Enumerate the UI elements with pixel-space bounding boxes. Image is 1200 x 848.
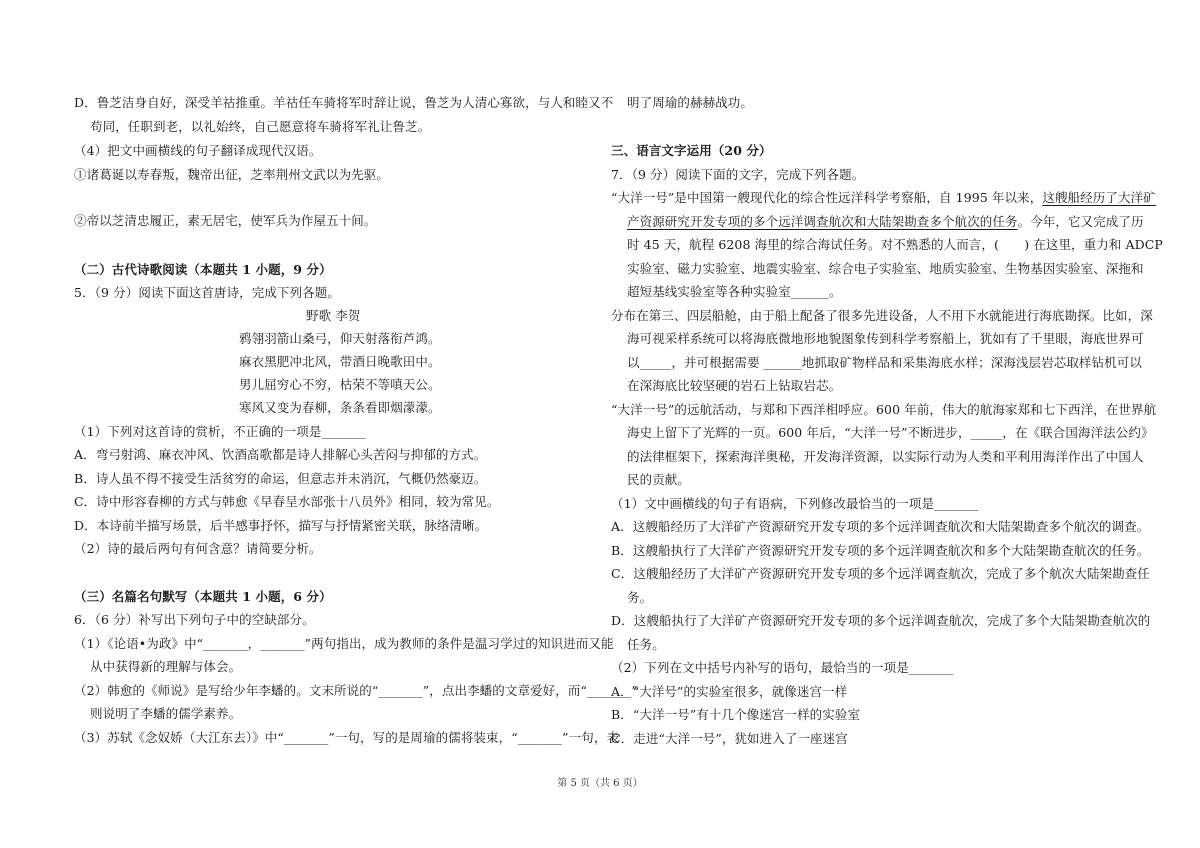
passage-p1-line2-text: 。今年，它又完成了历 <box>1017 214 1144 229</box>
poem-title: 野歌 李贺 <box>306 308 361 323</box>
passage-p2-line4: 在深海底比较坚硬的岩石上钻取岩芯。 <box>627 378 842 393</box>
passage-p3-line2: 海史上留下了光辉的一页。600 年后，“大洋一号”不断进步，_____，在《联合国海洋法公约》 <box>627 425 1154 440</box>
q6-part3-line1: （3）苏轼《念奴娇（大江东去）》中“_______”一句，写的是周瑜的儒将装束，“_______”一句，表 <box>74 730 620 745</box>
q6-part2-line1: （2）韩愈的《师说》是写给少年李蟠的。文末所说的“_______”，点出李蟠的文章爱好，而“_______” <box>74 683 638 698</box>
q6-part1-line1: （1）《论语•为政》中“_______，_______”两句指出，成为教师的条件是温习学过的知识进而又能 <box>74 636 614 651</box>
page-footer: 第 5 页（共 6 页） <box>557 778 643 789</box>
passage-p1-line4: 实验室、磁力实验室、地震实验室、综合电子实验室、地质实验室、生物基因实验室、深拖和 <box>627 261 1144 276</box>
passage-p2-line3: 以_____，并可根据需要 ______地抓取矿物样品和采集海底水样；深海浅层岩芯取样钻机可以 <box>627 355 1142 370</box>
q6-part2-line2: 则说明了李蟠的儒学素养。 <box>90 706 242 721</box>
poem-line-2: 麻衣黑肥冲北风，带酒日晚歌田中。 <box>239 354 441 369</box>
q7-part2-prompt: （2）下列在文中括号内补写的语句，最恰当的一项是_______ <box>611 660 954 675</box>
q6-part3-line2: 明了周瑜的赫赫战功。 <box>627 95 754 110</box>
poem-line-3: 男儿屈穷心不穷，枯荣不等嗔天公。 <box>239 377 441 392</box>
underlined-sentence-part2: 产资源研究开发专项的多个远洋调查航次和大陆架勘查多个航次的任务 <box>627 214 1018 229</box>
q7-part1-prompt: （1）文中画横线的句子有语病，下列修改最恰当的一项是_______ <box>611 496 979 511</box>
q5-part1-prompt: （1）下列对这首诗的赏析，不正确的一项是_______ <box>74 424 366 439</box>
part-3-title: 三、语言文字运用（20 分） <box>611 143 772 158</box>
passage-p1-line1-text: “大洋一号”是中国第一艘现代化的综合性远洋科学考察船，自 1995 年以来， <box>611 190 1043 205</box>
q5-prompt: 5．（9 分）阅读下面这首唐诗，完成下列各题。 <box>74 285 340 300</box>
q7-part1-option-d-line1: D．这艘船执行了大洋矿产资源研究开发专项的多个远洋调查航次，完成了多个大陆架勘查航次的 <box>611 613 1151 628</box>
passage-p3-line1: “大洋一号”的远航活动，与郑和下西洋相呼应。600 年前，伟大的航海家郑和七下西洋，在世界航 <box>611 402 1157 417</box>
passage-p3-line3: 的法律框架下，探索海洋奥秘，开发海洋资源，以实际行动为人类和平利用海洋作出了中国人 <box>627 449 1144 464</box>
q4-translate-sentence-2: ②帝以芝清忠履正，素无居宅，使军兵为作屋五十间。 <box>74 213 377 228</box>
q7-prompt: 7．（9 分）阅读下面的文字，完成下列各题。 <box>611 167 865 182</box>
section-2-title: （二）古代诗歌阅读（本题共 1 小题，9 分） <box>74 262 332 277</box>
poem-line-1: 鸦翎羽箭山桑弓，仰天射落衔芦鸿。 <box>239 331 441 346</box>
q7-part2-option-a: A．“大洋号”的实验室很多，就像迷宫一样 <box>611 684 848 699</box>
section-3-title: （三）名篇名句默写（本题共 1 小题，6 分） <box>74 589 332 604</box>
q5-option-b: B．诗人虽不得不接受生活贫穷的命运，但意志并未消沉，气概仍然豪迈。 <box>74 471 487 486</box>
passage-p2-line2: 海可视采样系统可以将海底微地形地貌图象传到科学考察船上，犹如有了千里眼，海底世界可 <box>627 331 1144 346</box>
q7-part2-option-c: C．走进“大洋一号”，犹如进入了一座迷宫 <box>611 731 848 746</box>
passage-p1-line1 <box>611 189 1156 207</box>
q7-part1-option-d-line2: 任务。 <box>627 637 665 652</box>
passage-p1-line2 <box>627 213 1144 231</box>
passage-p1-line3: 时 45 天，航程 6208 海里的综合海试任务。对不熟悉的人而言，( ) 在这里，重力和 ADCP <box>627 237 1163 252</box>
q4-part4-prompt: （4）把文中画横线的句子翻译成现代汉语。 <box>74 143 322 158</box>
q5-part2-prompt: （2）诗的最后两句有何含意？请简要分析。 <box>74 541 322 556</box>
q4-option-d-line1: D．鲁芝洁身自好，深受羊祜推重。羊祜任车骑将军时辞让说，鲁芝为人清心寡欲，与人和睦又不 <box>74 95 614 110</box>
q7-part1-option-b: B．这艘船执行了大洋矿产资源研究开发专项的多个远洋调查航次和多个大陆架勘查航次的任务。 <box>611 543 1150 558</box>
q7-part2-option-b: B．“大洋一号”有十几个像迷宫一样的实验室 <box>611 707 861 722</box>
q4-translate-sentence-1: ①诸葛诞以寿春叛，魏帝出征，芝率荆州文武以为先驱。 <box>74 167 390 182</box>
q4-option-d-line2: 苟同，任职到老，以礼始终，自己愿意将车骑将军礼让鲁芝。 <box>90 119 431 134</box>
passage-p3-line4: 民的贡献。 <box>627 472 691 487</box>
q7-part1-option-c-line2: 务。 <box>627 590 653 605</box>
q6-prompt: 6．（6 分）补写出下列句子中的空缺部分。 <box>74 612 315 627</box>
q7-part1-option-a: A．这艘船经历了大洋矿产资源研究开发专项的多个远洋调查航次和大陆架勘查多个航次的调查。 <box>611 519 1150 534</box>
q5-option-c: C．诗中形容春柳的方式与韩愈《早春呈水部张十八员外》相同，较为常见。 <box>74 494 500 509</box>
underlined-sentence-part1: 这艘船经历了大洋矿 <box>1042 190 1156 205</box>
q7-part1-option-c-line1: C．这艘船经历了大洋矿产资源研究开发专项的多个远洋调查航次，完成了多个航次大陆架勘查任 <box>611 566 1150 581</box>
q6-part1-line2: 从中获得新的理解与体会。 <box>90 659 242 674</box>
q5-option-a: A．弯弓射鸿、麻衣冲风、饮酒高歌都是诗人排解心头苦闷与抑郁的方式。 <box>74 447 487 462</box>
passage-p2-line1: 分布在第三、四层船舱，由于船上配备了很多先进设备，人不用下水就能进行海底勘探。比如，深 <box>611 308 1153 323</box>
poem-line-4: 寒风又变为春柳，条条看即烟濛濛。 <box>239 400 441 415</box>
passage-p1-line5: 超短基线实验室等各种实验室______。 <box>627 284 842 299</box>
q5-option-d: D．本诗前半描写场景，后半感事抒怀，描写与抒情紧密关联，脉络清晰。 <box>74 518 488 533</box>
